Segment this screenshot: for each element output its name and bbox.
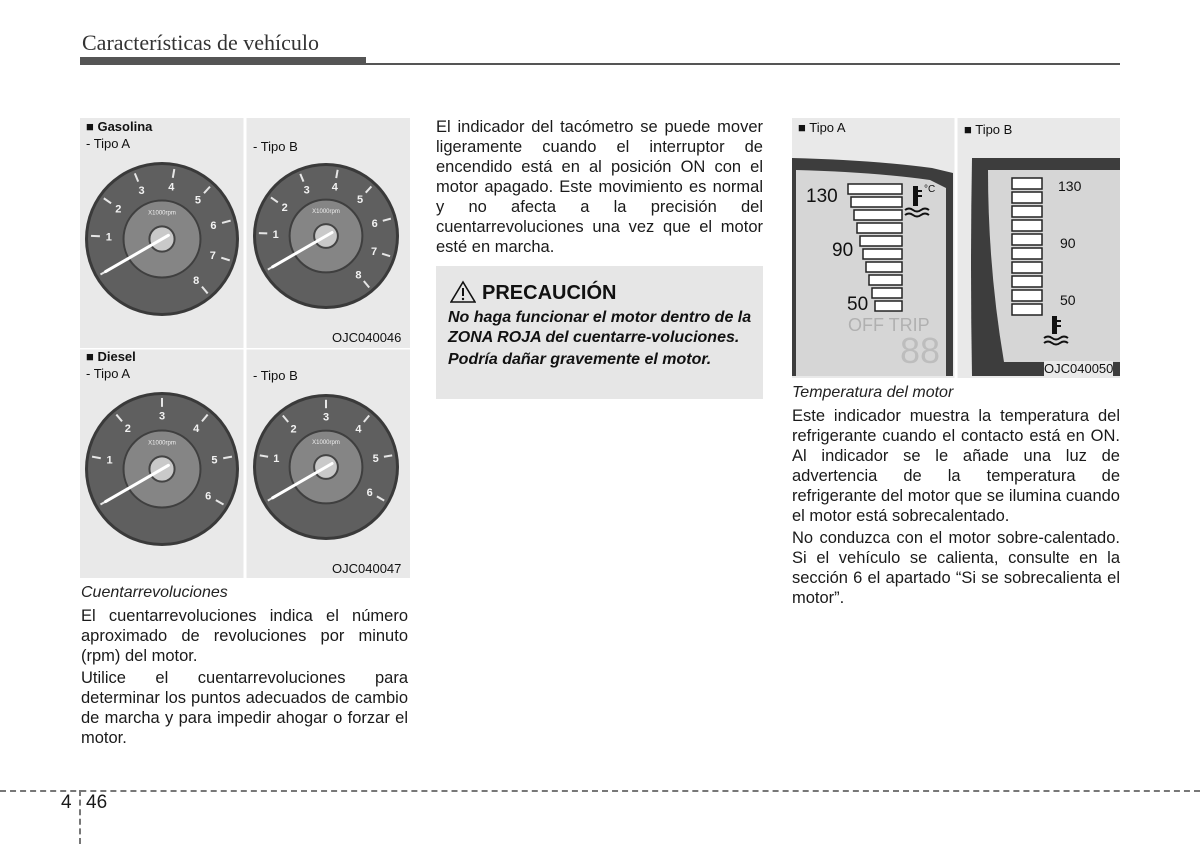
temperature-bar-segment (1012, 262, 1042, 273)
diesel-type-b-label: - Tipo B (253, 368, 298, 383)
dial-tick-label: 5 (194, 194, 202, 207)
temperature-bar-segment (1012, 234, 1042, 245)
temperature-bar-segment (1012, 220, 1042, 231)
caution-body (448, 308, 758, 370)
gasoline-dials-graphic (80, 118, 410, 348)
warning-triangle-icon (450, 280, 476, 304)
svg-text:°C: °C (924, 184, 936, 195)
dial-tick-label: 5 (356, 193, 364, 206)
diesel-label: ■ Diesel (86, 349, 136, 364)
temperature-bar-segment (1012, 304, 1042, 315)
footer-rule (0, 790, 1200, 792)
dial-tick-label: 5 (372, 453, 379, 466)
footer-divider (79, 790, 81, 844)
temperature-bar-segment (848, 184, 902, 194)
temperature-bar-segment (857, 223, 902, 233)
figure-temperature-gauges (792, 118, 1120, 378)
dial-tick-label: 3 (303, 184, 310, 197)
dial-tick-label: 3 (158, 410, 166, 423)
temp-type-a-label: ■ Tipo A (798, 120, 846, 135)
scale-a-50: 50 (847, 294, 869, 315)
temperature-bar-segment (875, 301, 902, 311)
dial-tick-label: 4 (193, 423, 200, 436)
header-rule-thin (366, 63, 1120, 65)
tachometer-paragraph-1: El cuentarrevoluciones indica el número aproximado de revoluciones por minuto (rpm) del motor. (81, 607, 408, 665)
diesel-type-a-label: - Tipo A (86, 366, 131, 381)
scale-b-130: 130 (1058, 178, 1082, 194)
figure-diesel-tachometers (80, 348, 410, 578)
temperature-bar-segment (1012, 206, 1042, 217)
page-number: 46 (86, 792, 108, 813)
dial-tick-label: 4 (331, 181, 338, 194)
dial-tick-label: 8 (355, 269, 362, 282)
chapter-number: 4 (61, 792, 72, 813)
dial-tick-label: 1 (105, 231, 112, 244)
temperature-gauges-graphic (792, 118, 1120, 378)
temperature-heading: Temperatura del motor (792, 384, 954, 401)
dial-unit-label: X1000rpm (148, 440, 176, 447)
gasoline-type-b-label: - Tipo B (253, 139, 298, 154)
dial-tick-label: 6 (366, 487, 373, 500)
tachometer-needle-note: El indicador del tacómetro se puede mover ligeramente cuando el interruptor de encendido está en al posición ON con el motor apagado. Este movimiento es normal y no afecta a la precisión del cuentarrevoluciones una vez que el motor esté en marcha. (436, 118, 763, 256)
caution-box (436, 266, 763, 399)
temperature-bar-segment (872, 288, 902, 298)
dial-tick-label: 4 (168, 181, 175, 194)
dial-tick-label: 7 (371, 246, 378, 259)
dial-tick-label: 4 (355, 423, 362, 436)
temperature-bar-segment (854, 210, 902, 220)
temperature-bar-segment (863, 249, 902, 259)
dial-tick-label: 2 (124, 423, 131, 436)
diesel-dials-graphic (80, 348, 410, 578)
temperature-bar-segment (1012, 290, 1042, 301)
tachometer-heading: Cuentarrevoluciones (81, 584, 228, 601)
caution-line-1: No haga funcionar el motor dentro de la ZONA ROJA del cuentarre-voluciones. (448, 309, 752, 346)
diesel-dial-type-a (85, 392, 239, 546)
dial-tick-label: 6 (371, 217, 378, 230)
diesel-dial-type-b (253, 394, 399, 540)
temperature-bar-segment (869, 275, 902, 285)
scale-b-90: 90 (1060, 235, 1076, 251)
caution-line-2: Podría dañar gravemente el motor. (448, 351, 712, 368)
temperature-bar-segment (1012, 178, 1042, 189)
page-header-title: Características de vehículo (82, 30, 320, 55)
diesel-figure-code: OJC040047 (332, 561, 402, 576)
gasoline-figure-code: OJC040046 (332, 330, 402, 345)
temperature-bar-segment (1012, 192, 1042, 203)
dial-tick-label: 2 (115, 203, 122, 216)
temperature-paragraph-2: No conduzca con el motor sobre-calentado. Si el vehículo se calienta, consulte en la sección 6 el apartado “Si se sobrecalienta el motor”. (792, 529, 1120, 607)
dial-tick-label: 1 (106, 454, 113, 467)
temperature-figure-code: OJC040050 (1044, 361, 1114, 376)
temp-type-b-label: ■ Tipo B (964, 122, 1013, 137)
gasoline-dial-type-b (253, 163, 399, 309)
header-rule-thick (80, 57, 366, 65)
temperature-paragraph-1: Este indicador muestra la temperatura del refrigerante cuando el contacto está en ON. Al indicador se le añade una luz de advertencia de la temperatura de refrigerante del motor que se ilumina cuando el motor está sobrecalentado. (792, 407, 1120, 525)
temperature-bar-segment (1012, 276, 1042, 287)
temperature-bar-segment (851, 197, 902, 207)
dial-tick-label: 3 (322, 411, 330, 424)
scale-a-130: 130 (806, 186, 838, 207)
dial-tick-label: 2 (290, 423, 297, 436)
dial-tick-label: 3 (138, 184, 145, 197)
gasoline-dial-type-a (85, 162, 239, 316)
dial-tick-label: 7 (209, 250, 216, 263)
dial-unit-label: X1000rpm (312, 208, 340, 215)
temperature-bar-segment (866, 262, 902, 272)
dial-tick-label: 5 (211, 454, 218, 467)
gasoline-type-a-label: - Tipo A (86, 136, 131, 151)
digital-display-ghost: 88 (900, 330, 941, 371)
gasoline-label: ■ Gasolina (86, 119, 153, 134)
tachometer-paragraph-2: Utilice el cuentarrevoluciones para determinar los puntos adecuados de cambio de marcha y para impedir ahogar o forzar el motor. (81, 669, 408, 747)
dial-unit-label: X1000rpm (148, 210, 176, 217)
dial-unit-label: X1000rpm (312, 439, 340, 446)
dial-tick-label: 6 (210, 220, 217, 233)
dial-tick-label: 1 (272, 228, 279, 241)
temperature-bar-segment (1012, 248, 1042, 259)
scale-b-50: 50 (1060, 292, 1076, 308)
dial-tick-label: 8 (193, 274, 200, 287)
trip-display-text: OFF TRIP (848, 315, 930, 335)
dial-tick-label: 2 (281, 202, 288, 215)
dial-tick-label: 1 (273, 453, 280, 466)
dial-tick-label: 6 (205, 490, 212, 503)
figure-gasoline-tachometers (80, 118, 410, 348)
temperature-bar-segment (860, 236, 902, 246)
scale-a-90: 90 (832, 240, 854, 261)
caution-title: PRECAUCIÓN (482, 282, 617, 304)
